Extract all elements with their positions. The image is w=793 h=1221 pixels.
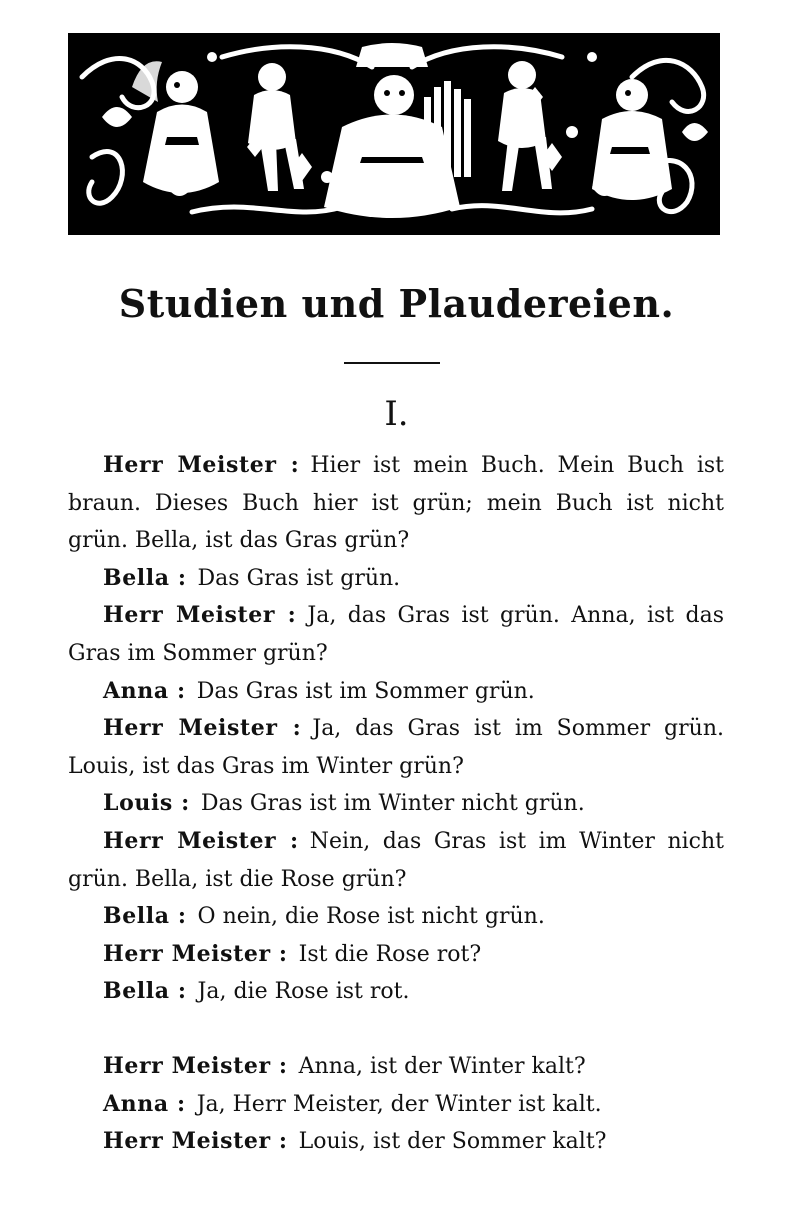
ornamental-header-banner (68, 33, 720, 235)
speaker-name: Anna : (103, 677, 186, 704)
dialogue-text: Ja, das Gras ist im Sommer grün. Louis, ist das Gras im Winter grün? (68, 716, 724, 779)
speaker-name: Bella : (103, 564, 187, 591)
speaker-name: Herr Meister : (103, 827, 299, 854)
speaker-name: Bella : (103, 903, 187, 930)
dialogue-text: Ja, Herr Meister, der Winter ist kalt. (196, 1091, 602, 1117)
ornament-illustration-icon (72, 37, 716, 231)
dialogue-line (68, 823, 724, 898)
speaker-name: Herr Meister : (103, 1053, 288, 1079)
title-divider (344, 362, 440, 364)
dialogue-line (68, 973, 724, 1011)
dialogue-line (68, 597, 724, 672)
dialogue-line (68, 1048, 724, 1086)
dialogue-text: Ja, das Gras ist grün. Anna, ist das Gras im Sommer grün? (68, 603, 724, 666)
dialogue-text: Louis, ist der Sommer kalt? (298, 1129, 607, 1155)
section-number: I. (384, 394, 409, 434)
dialogue-text: Das Gras ist im Sommer grün. (196, 678, 535, 704)
speaker-name: Anna : (103, 1090, 186, 1117)
dialogue-text: Hier ist mein Buch. Mein Buch ist braun. Dieses Buch hier ist grün; mein Buch ist nicht grün. Bella, ist das Gras grün? (68, 453, 724, 554)
dialogue-block-main (68, 447, 724, 1011)
page-title: Studien und Plaudereien. (118, 281, 675, 326)
speaker-name: Herr Meister : (103, 602, 297, 629)
speaker-name: Herr Meister : (103, 1128, 288, 1155)
speaker-name: Bella : (103, 978, 187, 1005)
dialogue-line (68, 447, 724, 560)
dialogue-line (68, 710, 724, 785)
dialogue-block-continued (68, 1048, 724, 1161)
dialogue-text: Ja, die Rose ist rot. (197, 979, 410, 1005)
speaker-name: Herr Meister : (103, 940, 288, 967)
dialogue-text: Das Gras ist im Winter nicht grün. (200, 791, 585, 817)
dialogue-text: Anna, ist der Winter kalt? (298, 1054, 586, 1079)
speaker-name: Louis : (103, 790, 190, 817)
dialogue-line (68, 785, 724, 823)
dialogue-line (68, 1123, 724, 1161)
dialogue-text: Das Gras ist grün. (197, 565, 401, 591)
dialogue-line (68, 936, 724, 974)
dialogue-text: Nein, das Gras ist im Winter nicht grün. Bella, ist die Rose grün? (68, 828, 724, 892)
dialogue-line (68, 673, 724, 711)
dialogue-text: O nein, die Rose ist nicht grün. (197, 904, 545, 930)
speaker-name: Herr Meister : (103, 715, 302, 742)
dialogue-line (68, 898, 724, 936)
dialogue-line (68, 560, 724, 598)
dialogue-line (68, 1086, 724, 1124)
dialogue-text: Ist die Rose rot? (298, 941, 482, 967)
speaker-name: Herr Meister : (103, 452, 300, 478)
